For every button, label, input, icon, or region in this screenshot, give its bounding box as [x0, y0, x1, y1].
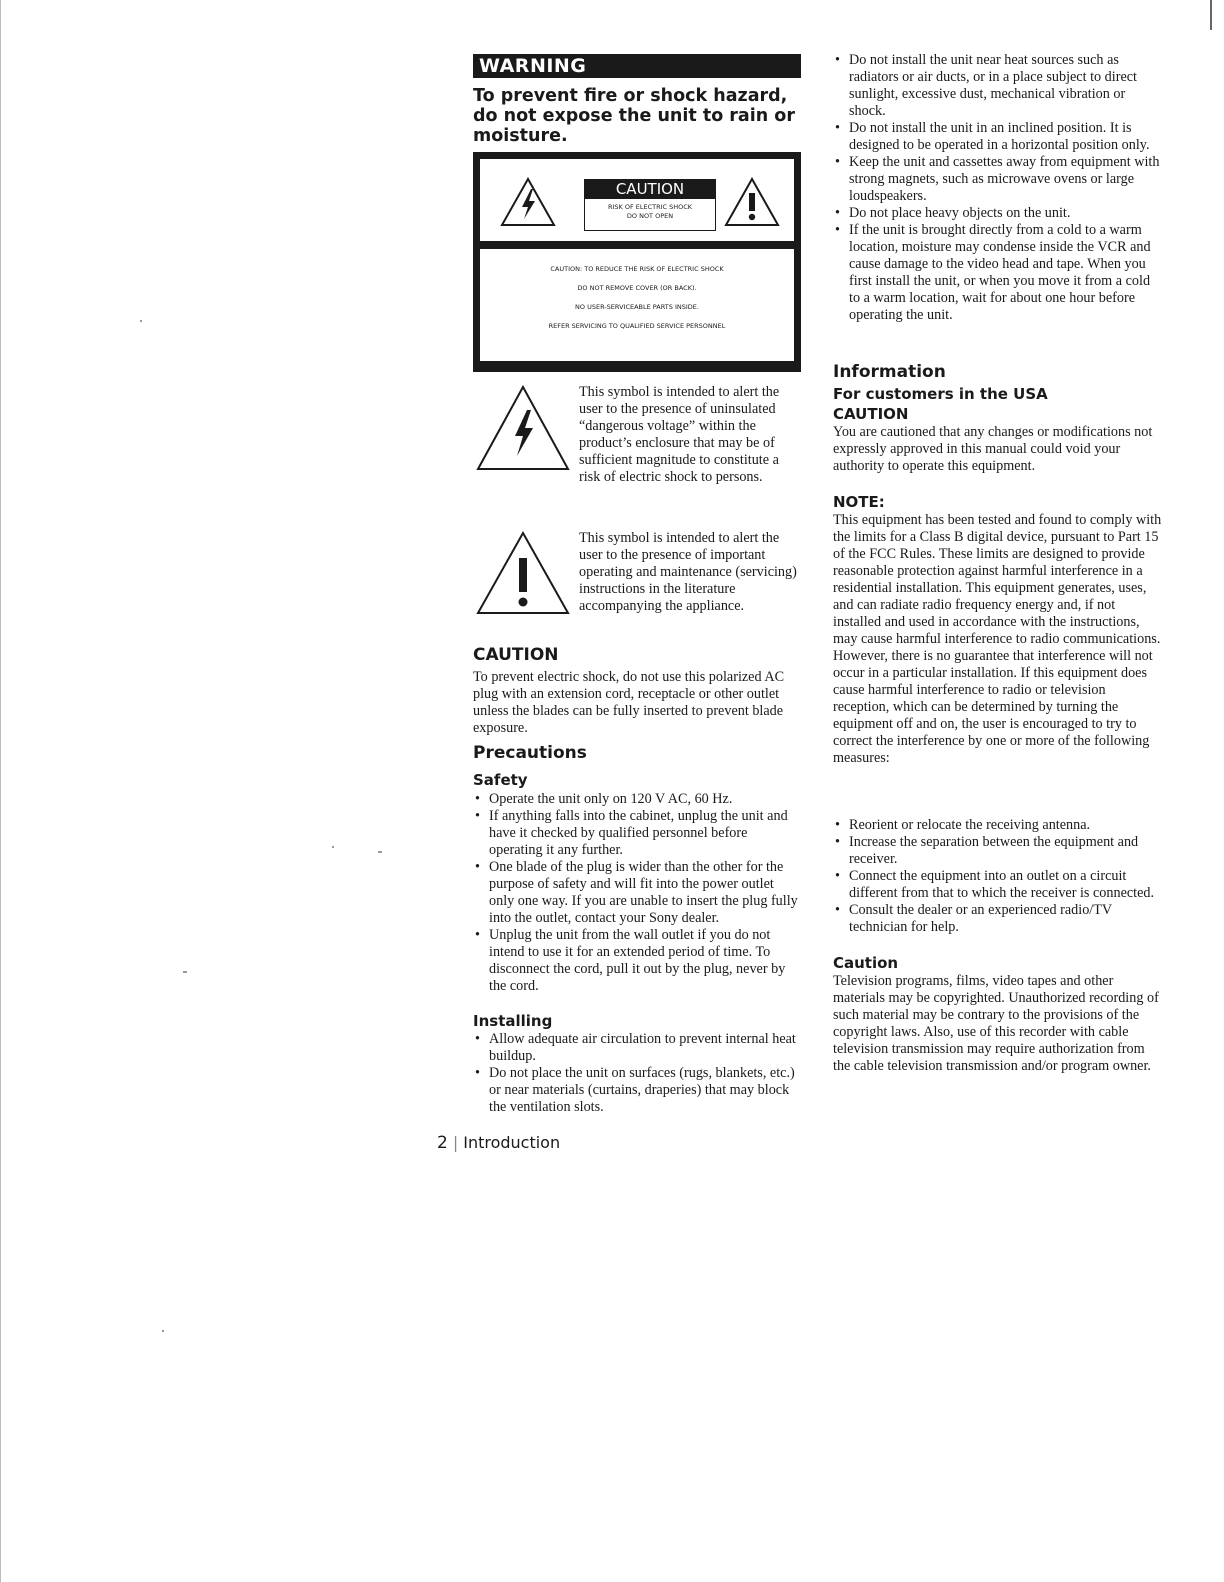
caution-line-2: DO NOT REMOVE COVER (OR BACK).	[577, 284, 697, 292]
scan-edge-mark-left	[0, 0, 1, 1582]
list-item: • Do not install the unit near heat sources such as radiators or air ducts, or in a place subject to direct sunlight, excessive dust, mechanical vibration or shock.	[833, 52, 1163, 120]
caution-label-title: CAUTION	[585, 180, 715, 199]
exclamation-triangle-icon	[475, 530, 571, 616]
footer-separator: |	[452, 1133, 459, 1152]
caution-line-4: REFER SERVICING TO QUALIFIED SERVICE PERSONNEL	[548, 322, 726, 330]
list-item: • Do not install the unit in an inclined position. It is designed to be operated in a horizontal position only.	[833, 120, 1163, 154]
caution-line-3: NO USER-SERVICEABLE PARTS INSIDE.	[575, 303, 699, 311]
list-item: • Connect the equipment into an outlet on a circuit different from that to which the receiver is connected.	[833, 868, 1163, 902]
caution-label-line2: DO NOT OPEN	[626, 212, 674, 220]
list-item: • Do not place heavy objects on the unit.	[833, 205, 1163, 222]
list-item: • Allow adequate air circulation to prevent internal heat buildup.	[473, 1031, 801, 1065]
caution-line-1: CAUTION: TO REDUCE THE RISK OF ELECTRIC SHOCK	[550, 265, 724, 273]
copyright-caution-heading: Caution	[833, 954, 899, 972]
scan-speck	[378, 851, 382, 853]
precautions-heading: Precautions	[473, 743, 587, 763]
caution-label-top-panel	[480, 159, 794, 241]
caution-label	[584, 179, 716, 231]
copyright-caution-text: Television programs, films, video tapes and other materials may be copyrighted. Unauthorized recording of such material may be contrary to the provisions of the copyright laws. Also, use of this recorder with cable television transmission may require authorization from the cable television transmission and/or program owner.	[833, 973, 1159, 1074]
lightning-triangle-icon	[475, 384, 571, 472]
warning-bar	[473, 54, 801, 78]
lightning-triangle-icon	[500, 177, 556, 227]
list-item: • Keep the unit and cassettes away from equipment with strong magnets, such as microwave ovens or large loudspeakers.	[833, 154, 1163, 205]
fcc-caution-heading: CAUTION	[833, 405, 909, 423]
page-number: 2	[437, 1133, 448, 1153]
exclamation-triangle-icon	[724, 177, 780, 227]
interference-measures-list	[833, 817, 1163, 936]
list-item: • Reorient or relocate the receiving antenna.	[833, 817, 1163, 834]
symbol-explanation-instructions	[473, 530, 801, 640]
caution-text: To prevent electric shock, do not use this polarized AC plug with an extension cord, receptacle or other outlet unless the blades can be fully inserted to prevent blade exposure.	[473, 669, 785, 736]
page-footer	[437, 1133, 560, 1153]
warning-label: WARNING	[479, 55, 587, 77]
list-item: • If anything falls into the cabinet, unplug the unit and have it checked by qualified personnel before operating it any further.	[473, 808, 801, 859]
section-name: Introduction	[463, 1133, 561, 1152]
symbol2-text: This symbol is intended to alert the user to the presence of important operating and maintenance (servicing) instructions in the literature accompanying the appliance.	[579, 530, 797, 614]
symbol-explanation-voltage	[473, 384, 801, 514]
safety-list	[473, 791, 801, 995]
install-precautions-list	[833, 52, 1163, 324]
list-item: • If the unit is brought directly from a cold to a warm location, moisture may condense inside the VCR and cause damage to the video head and tape. When you first install the unit, or when you move it from a cold to a warm location, wait for about one hour before operating the unit.	[833, 222, 1163, 324]
installing-heading: Installing	[473, 1012, 553, 1030]
usa-heading: For customers in the USA	[833, 385, 1048, 403]
caution-label-bottom-panel	[480, 249, 794, 361]
scan-speck	[183, 971, 187, 973]
information-heading: Information	[833, 362, 946, 382]
list-item: • Operate the unit only on 120 V AC, 60 Hz.	[473, 791, 801, 808]
list-item: • Consult the dealer or an experienced radio/TV technician for help.	[833, 902, 1163, 936]
installing-list	[473, 1031, 801, 1116]
scan-edge-mark-right	[1210, 0, 1212, 30]
list-item: • Unplug the unit from the wall outlet if you do not intend to use it for an extended period of time. To disconnect the cord, pull it out by the plug, never by the cord.	[473, 927, 801, 995]
fcc-caution-text: You are cautioned that any changes or modifications not expressly approved in this manual could void your authority to operate this equipment.	[833, 424, 1153, 474]
caution-label-lines	[480, 249, 794, 330]
caution-heading: CAUTION	[473, 645, 559, 665]
caution-label-line1: RISK OF ELECTRIC SHOCK	[607, 203, 693, 211]
warning-heading: To prevent fire or shock hazard, do not expose the unit to rain or moisture.	[473, 86, 795, 146]
scan-speck	[332, 846, 334, 848]
note-text: This equipment has been tested and found to comply with the limits for a Class B digital device, pursuant to Part 15 of the FCC Rules. These limits are designed to provide reasonable protection against harmful interference in a residential installation. This equipment generates, uses, and can radiate radio frequency energy and, if not installed and used in accordance with the instructions, may cause harmful interference to radio communications. However, there is no guarantee that interference will not occur in a particular installation. If this equipment does cause harmful interference to radio or television reception, which can be determined by turning the equipment off and on, the user is encouraged to try to correct the interference by one or more of the following measures:	[833, 512, 1162, 766]
caution-label-box	[473, 152, 801, 372]
list-item: • Increase the separation between the equipment and receiver.	[833, 834, 1163, 868]
safety-heading: Safety	[473, 771, 528, 789]
note-heading: NOTE:	[833, 493, 885, 511]
list-item: • Do not place the unit on surfaces (rugs, blankets, etc.) or near materials (curtains, draperies) that may block the ventilation slots.	[473, 1065, 801, 1116]
scan-speck	[140, 320, 142, 322]
list-item: • One blade of the plug is wider than the other for the purpose of safety and will fit into the power outlet only one way. If you are unable to insert the plug fully into the outlet, contact your Sony dealer.	[473, 859, 801, 927]
scan-speck	[162, 1330, 164, 1332]
symbol1-text: This symbol is intended to alert the user to the presence of uninsulated “dangerous voltage” within the product’s enclosure that may be of sufficient magnitude to constitute a risk of electric shock to persons.	[579, 384, 780, 485]
